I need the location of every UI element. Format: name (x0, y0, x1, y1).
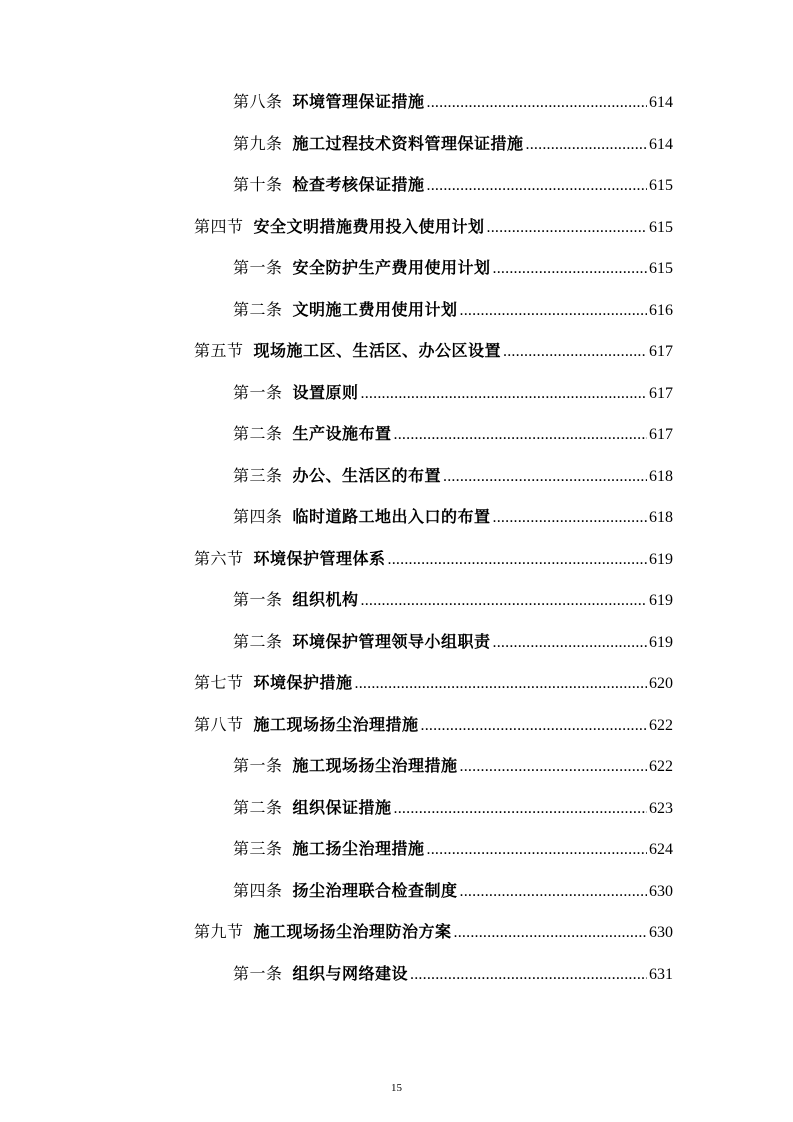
toc-dot-leader (460, 753, 647, 781)
toc-entry[interactable] (233, 171, 673, 199)
toc-entry-title: 安全防护生产费用使用计划 (292, 258, 491, 277)
toc-entry-page: 630 (649, 882, 673, 900)
toc-entry-title: 文明施工费用使用计划 (292, 299, 458, 319)
toc-dot-leader (421, 712, 647, 740)
toc-entry-page: 622 (649, 716, 673, 734)
toc-dot-leader (460, 878, 647, 906)
toc-entry-page: 617 (649, 426, 673, 443)
toc-entry-title: 生产设施布置 (292, 424, 392, 443)
toc-entry-title: 临时道路工地出入口的布置 (292, 507, 491, 526)
toc-entry-number: 第二条 (233, 797, 283, 817)
toc-entry-title: 环境保护管理领导小组职责 (292, 631, 491, 651)
toc-entry-number: 第十条 (233, 175, 283, 194)
toc-entry-number: 第九节 (194, 922, 244, 941)
toc-entry[interactable] (194, 545, 673, 573)
toc-entry-title: 设置原则 (292, 382, 359, 402)
toc-entry-title: 组织保证措施 (292, 797, 392, 817)
toc-entry-page: 618 (649, 467, 673, 485)
toc-entry-page: 615 (649, 218, 673, 236)
toc-dot-leader (443, 463, 647, 491)
toc-entry-number: 第一条 (233, 963, 283, 983)
toc-dot-leader (394, 795, 647, 823)
toc-entry-number: 第三条 (233, 465, 283, 485)
toc-dot-leader (503, 338, 647, 366)
toc-dot-leader (410, 961, 647, 989)
toc-entry-page: 623 (649, 799, 673, 817)
toc-entry-number: 第六节 (194, 548, 244, 568)
toc-dot-leader (487, 214, 647, 242)
toc-dot-leader (355, 670, 647, 698)
toc-entry[interactable] (233, 503, 673, 531)
toc-entry-title: 环境保护措施 (253, 673, 353, 692)
toc-entry-page: 617 (649, 384, 673, 402)
toc-entry-title: 安全文明措施费用投入使用计划 (253, 216, 485, 236)
toc-entry[interactable] (233, 877, 673, 905)
toc-entry-number: 第二条 (233, 631, 283, 651)
toc-entry-page: 619 (649, 592, 673, 609)
toc-entry-page: 619 (649, 550, 673, 568)
toc-entry[interactable] (233, 586, 673, 614)
toc-entry[interactable] (233, 835, 673, 863)
toc-entry-number: 第三条 (233, 839, 283, 858)
toc-entry-title: 扬尘治理联合检查制度 (292, 880, 458, 900)
toc-entry-number: 第八条 (233, 92, 283, 111)
toc-entry-number: 第二条 (233, 299, 283, 319)
toc-entry-number: 第八节 (194, 714, 244, 734)
toc-entry[interactable] (233, 130, 673, 158)
toc-entry-number: 第五节 (194, 341, 244, 360)
toc-entry-page: 614 (649, 94, 673, 111)
toc-entry[interactable] (194, 711, 673, 739)
toc-entry-number: 第四节 (194, 216, 244, 236)
toc-entry[interactable] (233, 379, 673, 407)
toc-entry-number: 第七节 (194, 673, 244, 692)
toc-entry-number: 第一条 (233, 590, 283, 609)
toc-entry-page: 615 (649, 177, 673, 194)
toc-dot-leader (460, 297, 647, 325)
toc-entry[interactable] (194, 337, 673, 365)
toc-entry-number: 第一条 (233, 756, 283, 775)
toc-dot-leader (493, 504, 647, 532)
toc-entry-page: 624 (649, 841, 673, 858)
toc-dot-leader (427, 89, 647, 117)
toc-entry[interactable] (194, 213, 673, 241)
toc-entry-number: 第一条 (233, 258, 283, 277)
page-footer-number: 15 (391, 1082, 402, 1094)
toc-entry-title: 环境保护管理体系 (253, 548, 386, 568)
toc-entry[interactable] (233, 254, 673, 282)
toc-entry-number: 第九条 (233, 133, 283, 153)
toc-entry-page: 620 (649, 675, 673, 692)
toc-entry-number: 第四条 (233, 880, 283, 900)
toc-entry[interactable] (233, 628, 673, 656)
toc-entry-number: 第四条 (233, 507, 283, 526)
toc-entry-page: 618 (649, 509, 673, 526)
toc-dot-leader (361, 587, 647, 615)
toc-dot-leader (493, 629, 647, 657)
toc-entry-title: 检查考核保证措施 (292, 175, 425, 194)
toc-entry-number: 第二条 (233, 424, 283, 443)
toc-dot-leader (526, 131, 647, 159)
toc-entry-page: 622 (649, 758, 673, 775)
toc-entry[interactable] (233, 960, 673, 988)
toc-entry-title: 施工过程技术资料管理保证措施 (292, 133, 524, 153)
toc-dot-leader (493, 255, 647, 283)
toc-entry[interactable] (194, 669, 673, 697)
toc-entry-page: 619 (649, 633, 673, 651)
toc-entry[interactable] (233, 296, 673, 324)
toc-entry[interactable] (194, 918, 673, 946)
toc-entry-page: 616 (649, 301, 673, 319)
toc-entry-page: 614 (649, 135, 673, 153)
toc-entry[interactable] (233, 420, 673, 448)
toc-entry-page: 630 (649, 924, 673, 941)
toc-dot-leader (361, 380, 647, 408)
toc-entry-title: 现场施工区、生活区、办公区设置 (253, 341, 502, 360)
toc-entry[interactable] (233, 752, 673, 780)
toc-entry-title: 组织机构 (292, 590, 359, 609)
toc-entry-number: 第一条 (233, 382, 283, 402)
toc-dot-leader (427, 172, 647, 200)
toc-entry-title: 施工现场扬尘治理防治方案 (253, 922, 452, 941)
toc-entry[interactable] (233, 88, 673, 116)
toc-dot-leader (394, 421, 647, 449)
toc-entry-page: 615 (649, 260, 673, 277)
toc-dot-leader (388, 546, 647, 574)
toc-entry[interactable] (233, 794, 673, 822)
toc-dot-leader (427, 836, 647, 864)
toc-entry-title: 施工现场扬尘治理措施 (292, 756, 458, 775)
toc-entry-title: 办公、生活区的布置 (292, 465, 442, 485)
toc-dot-leader (454, 919, 647, 947)
toc-entry-title: 环境管理保证措施 (292, 92, 425, 111)
toc-entry-title: 施工现场扬尘治理措施 (253, 714, 419, 734)
toc-entry-title: 施工扬尘治理措施 (292, 839, 425, 858)
toc-entry-page: 631 (649, 965, 673, 983)
toc-entry[interactable] (233, 462, 673, 490)
toc-entry-title: 组织与网络建设 (292, 963, 409, 983)
toc-entry-page: 617 (649, 343, 673, 360)
